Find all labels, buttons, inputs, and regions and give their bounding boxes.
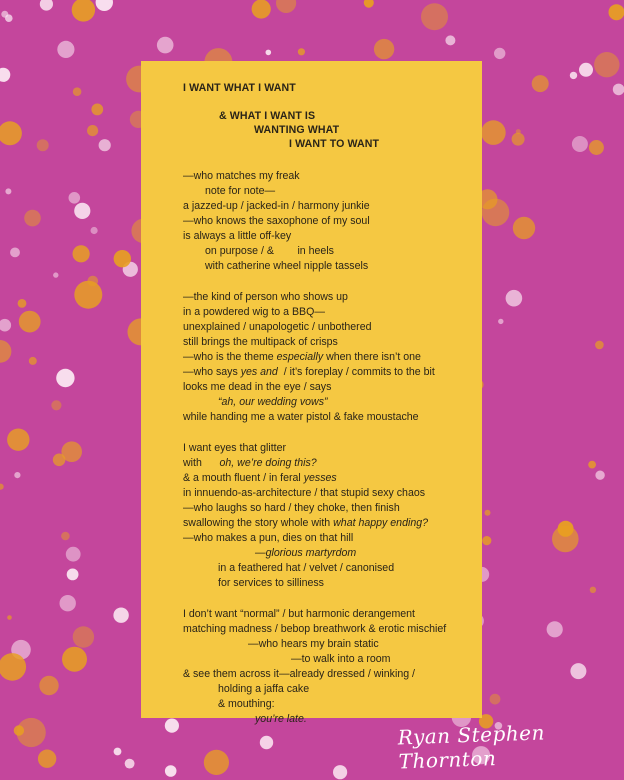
- poem-body: [183, 169, 472, 727]
- bokeh-dot: [594, 52, 619, 77]
- bokeh-dot: [572, 136, 588, 152]
- bokeh-dot: [61, 441, 82, 462]
- poem-line: looks me dead in the eye / says: [183, 381, 332, 393]
- bokeh-dot: [0, 484, 4, 490]
- bokeh-dot: [24, 210, 41, 227]
- bokeh-dot: [125, 759, 135, 769]
- bokeh-dot: [61, 532, 70, 541]
- poem-line: —who says yes and / it’s foreplay / commits to the bit: [183, 366, 435, 378]
- bokeh-dot: [38, 750, 56, 768]
- bokeh-dot: [590, 587, 596, 593]
- bokeh-dot: [10, 248, 20, 258]
- poem-line: a jazzed-up / jacked-in / harmony junkie: [183, 200, 370, 212]
- bokeh-dot: [579, 63, 593, 77]
- bokeh-dot: [165, 765, 177, 777]
- poem-title: I WANT WHAT I WANT: [183, 82, 296, 94]
- poem-line: with catherine wheel nipple tassels: [205, 260, 369, 272]
- poem-line: still brings the multipack of crisps: [183, 336, 338, 348]
- poem-line: with oh, we’re doing this?: [183, 457, 317, 469]
- bokeh-dot: [165, 719, 179, 733]
- bokeh-dot: [18, 299, 27, 308]
- bokeh-dot: [40, 0, 53, 11]
- bokeh-dot: [5, 14, 13, 22]
- bokeh-dot: [333, 765, 347, 779]
- bokeh-dot: [0, 68, 10, 82]
- poem-line: —who is the theme especially when there isn’t one: [183, 351, 421, 363]
- poem-line: is always a little off-key: [183, 230, 292, 242]
- bokeh-dot: [374, 39, 394, 59]
- bokeh-dot: [74, 203, 90, 219]
- bokeh-dot: [39, 676, 58, 695]
- bokeh-dot: [0, 319, 11, 332]
- bokeh-dot: [73, 626, 94, 647]
- bokeh-dot: [99, 139, 111, 151]
- bokeh-dot: [56, 369, 74, 387]
- poem-line: & a mouth fluent / in feral yesses: [183, 472, 337, 484]
- bokeh-dot: [69, 192, 81, 204]
- bokeh-dot: [59, 595, 75, 611]
- poem-panel: [141, 61, 482, 725]
- poem-line: I want eyes that glitter: [183, 442, 287, 454]
- bokeh-dot: [29, 357, 37, 365]
- poem-line: for services to silliness: [218, 577, 324, 589]
- bokeh-dot: [7, 615, 12, 620]
- bokeh-dot: [595, 471, 604, 480]
- bokeh-dot: [0, 340, 11, 363]
- bokeh-dot: [62, 647, 87, 672]
- author-signature: Ryan Stephen Thornton: [397, 720, 546, 774]
- bokeh-dot: [114, 748, 122, 756]
- bokeh-dot: [588, 461, 596, 469]
- bokeh-dot: [513, 217, 535, 239]
- poem-line: note for note—: [205, 185, 276, 197]
- bokeh-dot: [19, 311, 41, 333]
- bokeh-dot: [364, 0, 374, 8]
- bokeh-dot: [67, 569, 79, 581]
- bokeh-dot: [547, 621, 563, 637]
- bokeh-dot: [73, 87, 82, 96]
- bokeh-dot: [570, 663, 586, 679]
- bokeh-dot: [609, 4, 624, 20]
- poem-line: swallowing the story whole with what happy ending?: [183, 517, 428, 529]
- bokeh-dot: [298, 48, 305, 55]
- bokeh-dot: [276, 0, 296, 13]
- bokeh-dot: [532, 75, 549, 92]
- bokeh-dot: [74, 281, 102, 309]
- bokeh-dot: [5, 188, 11, 194]
- bokeh-dot: [490, 694, 501, 705]
- poem-line: & see them across it—already dressed / winking /: [183, 668, 415, 680]
- bokeh-dot: [613, 84, 624, 96]
- subtitle-line-2: WANTING WHAT: [254, 124, 340, 136]
- bokeh-dot: [482, 199, 510, 227]
- bokeh-dot: [72, 0, 95, 22]
- poem-line: I don’t want “normal” / but harmonic derangement: [183, 608, 416, 620]
- bokeh-dot: [494, 48, 505, 59]
- bokeh-dot: [552, 526, 579, 553]
- bokeh-dot: [506, 290, 523, 307]
- poem-subtitle: [183, 109, 472, 151]
- poem-line: —the kind of person who shows up: [183, 291, 348, 303]
- bokeh-dot: [485, 510, 491, 516]
- bokeh-dot: [252, 0, 271, 19]
- bokeh-dot: [113, 608, 128, 623]
- bokeh-dot: [595, 341, 604, 350]
- poem-line: in a feathered hat / velvet / canonised: [218, 562, 395, 574]
- poem-line: —who hears my brain static: [248, 638, 379, 650]
- poem-line: —who matches my freak: [183, 170, 300, 182]
- bokeh-dot: [266, 50, 272, 56]
- poem-line: “ah, our wedding vows”: [218, 396, 328, 408]
- poem-line: —to walk into a room: [291, 653, 391, 665]
- bokeh-dot: [570, 72, 577, 79]
- bokeh-dot: [37, 139, 49, 151]
- poem-stanza: [183, 290, 472, 425]
- bokeh-dot: [512, 133, 525, 146]
- poem-line: in innuendo-as-architecture / that stupid sexy chaos: [183, 487, 426, 499]
- bokeh-dot: [260, 736, 273, 749]
- bokeh-dot: [14, 472, 20, 478]
- poem-stanza: [183, 441, 472, 591]
- bokeh-dot: [51, 400, 61, 410]
- poem-line: —who makes a pun, dies on that hill: [183, 532, 354, 544]
- bokeh-dot: [96, 0, 113, 11]
- poem-line: you’re late.: [255, 713, 307, 725]
- bokeh-dot: [91, 227, 98, 234]
- bokeh-dot: [421, 3, 448, 30]
- subtitle-line-1: & WHAT I WANT IS: [219, 110, 316, 122]
- bokeh-dot: [0, 121, 22, 145]
- bokeh-dot: [14, 725, 24, 735]
- poem-line: unexplained / unapologetic / unbothered: [183, 321, 372, 333]
- poem-line: in a powdered wig to a BBQ—: [183, 306, 325, 318]
- bokeh-dot: [481, 120, 506, 145]
- poem-line: on purpose / & in heels: [205, 245, 334, 257]
- poem-line: holding a jaffa cake: [218, 683, 310, 695]
- poem-line: while handing me a water pistol & fake moustache: [183, 411, 419, 423]
- bokeh-dot: [157, 37, 174, 54]
- bokeh-dot: [88, 276, 99, 287]
- poem-line: —who laughs so hard / they choke, then finish: [183, 502, 400, 514]
- bokeh-dot: [482, 536, 491, 545]
- bokeh-dot: [53, 272, 58, 277]
- bokeh-dot: [91, 104, 103, 116]
- poem-line: & mouthing:: [218, 698, 275, 710]
- bokeh-dot: [498, 319, 503, 324]
- bokeh-dot: [114, 250, 131, 267]
- bokeh-dot: [589, 140, 604, 155]
- bokeh-dot: [73, 245, 90, 262]
- poem-stanza: [183, 607, 472, 727]
- bokeh-dot: [66, 547, 81, 562]
- bokeh-dot: [87, 125, 98, 136]
- bokeh-dot: [445, 35, 455, 45]
- bokeh-dot: [7, 429, 29, 451]
- bokeh-dot: [57, 41, 74, 58]
- poem-stanza: [183, 169, 472, 274]
- bokeh-dot: [204, 750, 229, 775]
- subtitle-line-3: I WANT TO WANT: [289, 138, 380, 150]
- poem-line: —glorious martyrdom: [255, 547, 357, 559]
- poem-line: —who knows the saxophone of my soul: [183, 215, 370, 227]
- poem-line: matching madness / bebop breathwork & erotic mischief: [183, 623, 447, 635]
